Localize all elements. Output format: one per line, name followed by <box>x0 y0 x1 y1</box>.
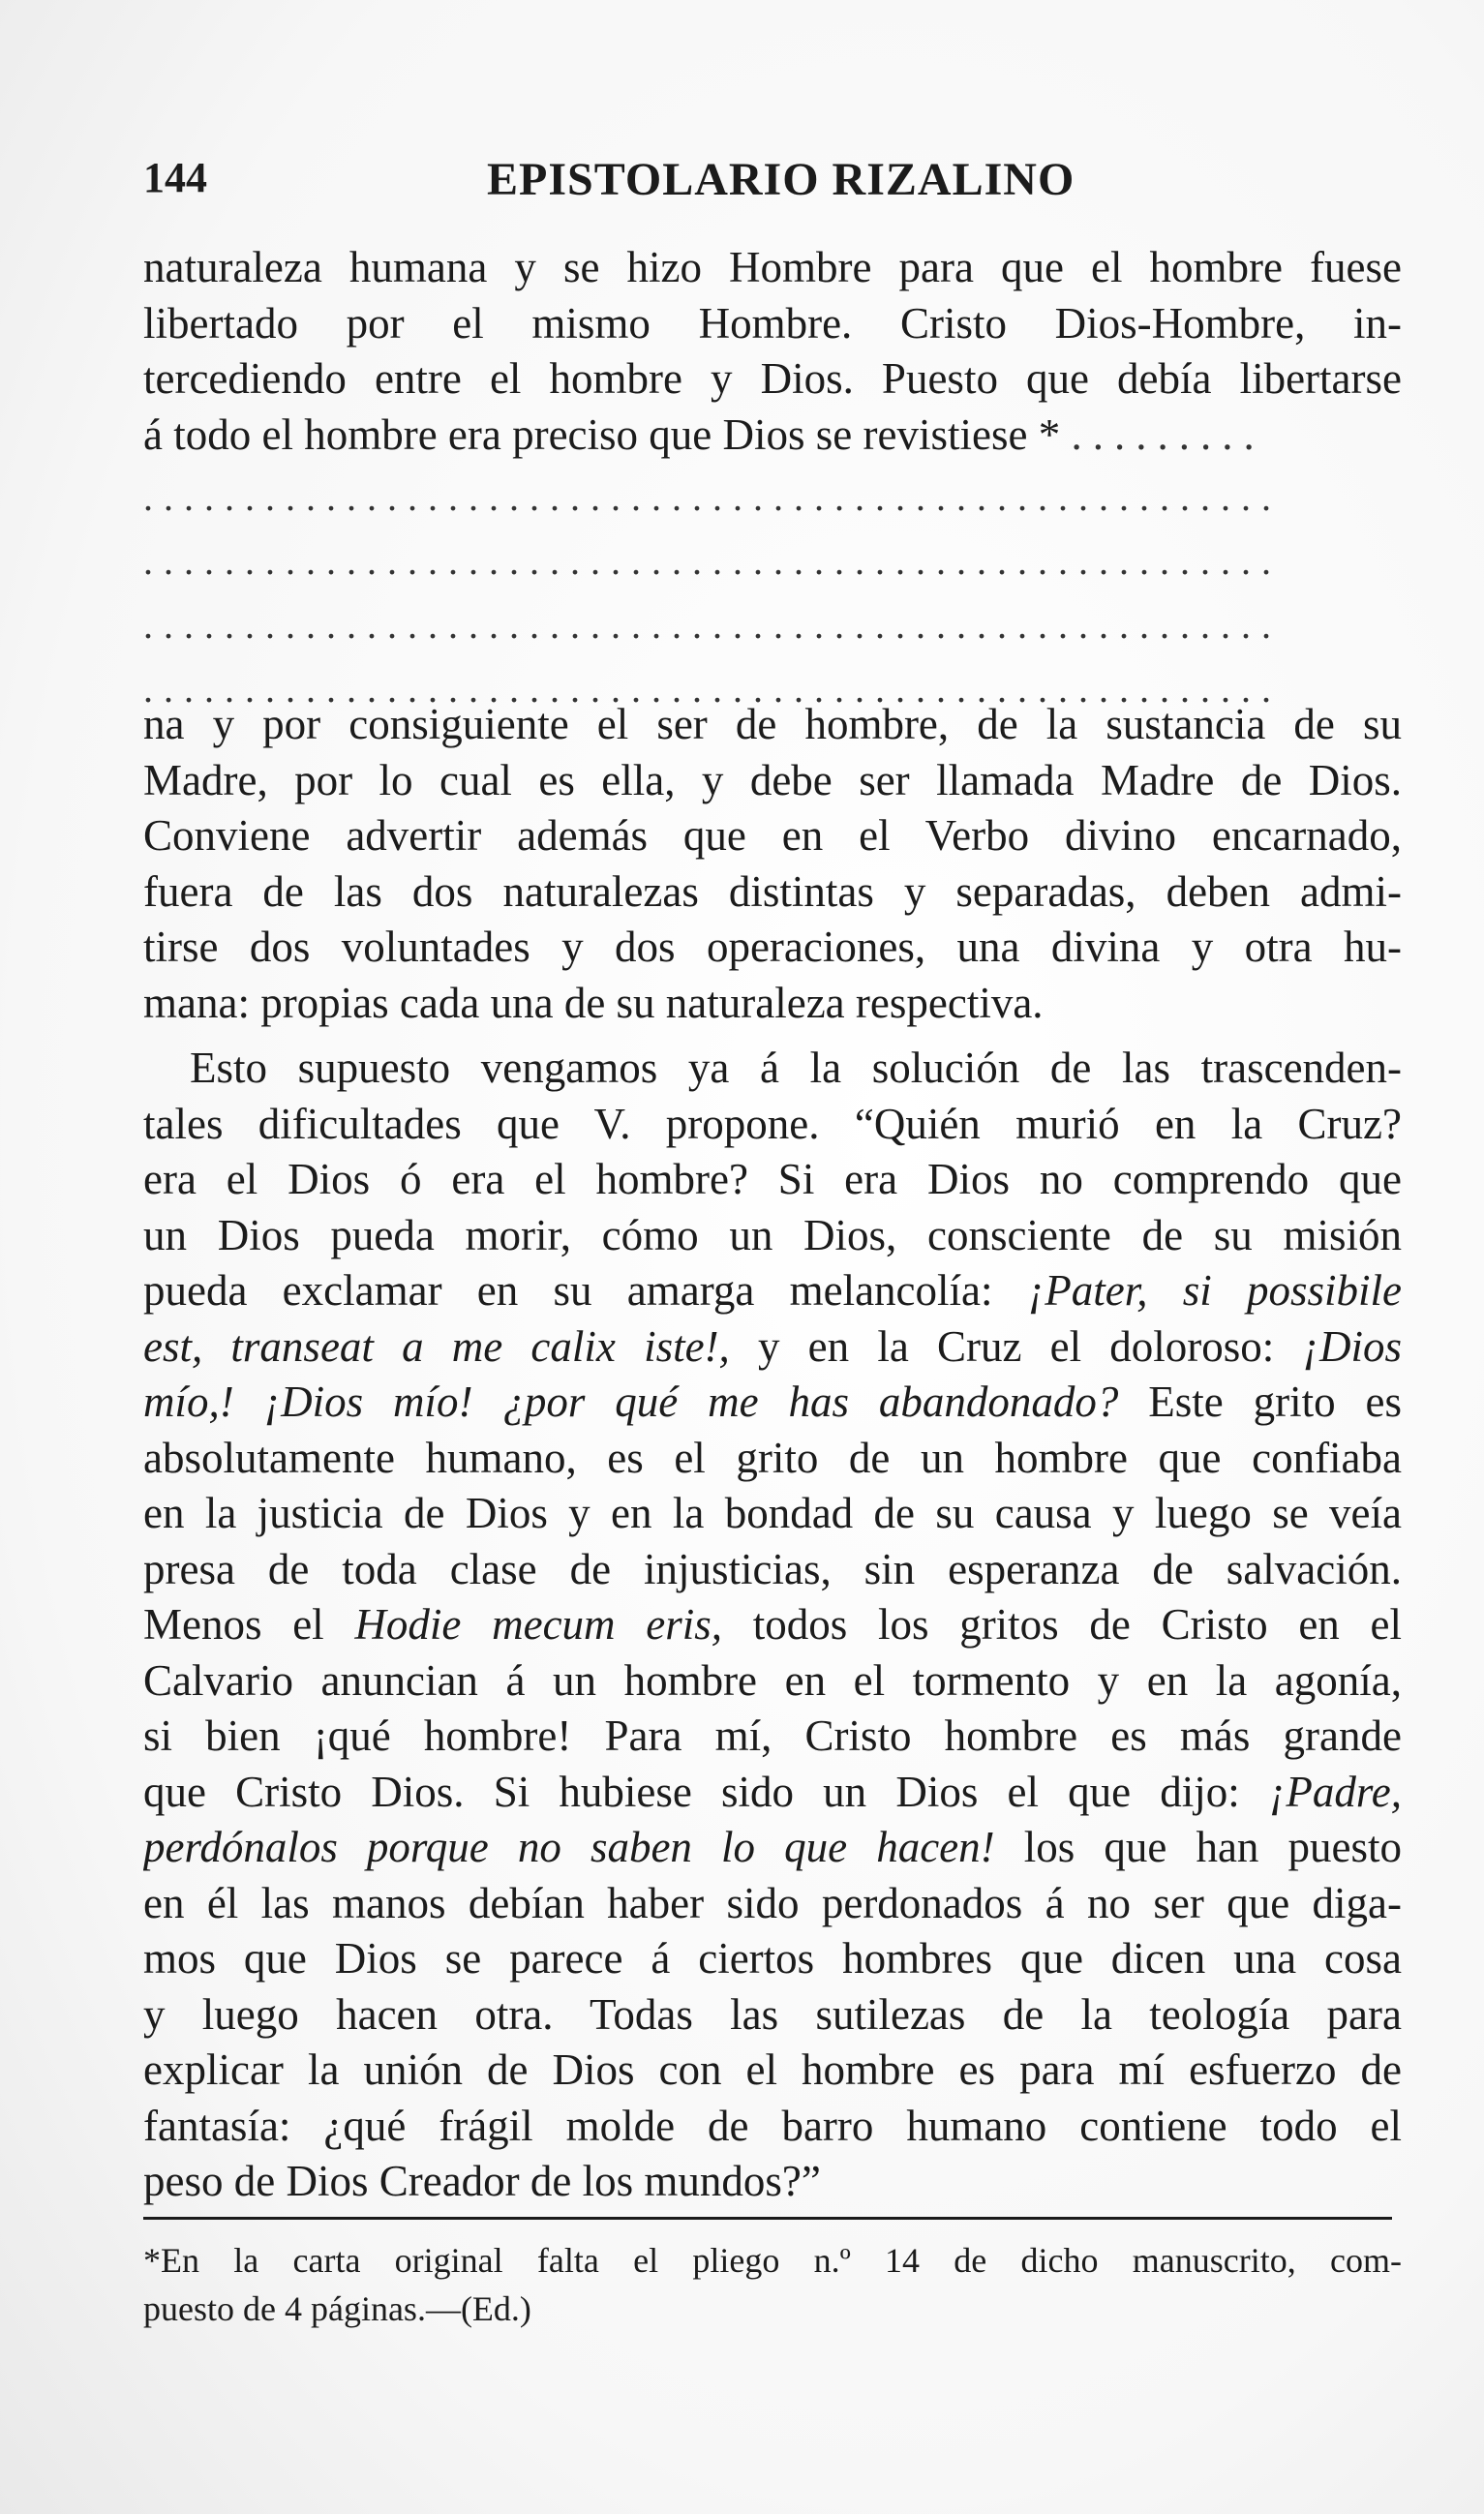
footnote-rule <box>143 2217 1392 2220</box>
page-number: 144 <box>143 154 207 201</box>
text-line: Conviene advertir además que en el Verbo divino encarnado, <box>143 811 1402 860</box>
page-header <box>143 145 1402 213</box>
latin-quote: ¡Pater, si possibile <box>1027 1266 1402 1315</box>
text-segment: á todo el hombre era preciso que Dios se revistiese * <box>143 409 1061 459</box>
text-segment: y en la Cruz el doloroso: <box>757 1321 1275 1371</box>
text-line: tercediendo entre el hombre y Dios. Puesto que debía libertarse <box>143 354 1402 403</box>
text-line: Madre, por lo cual es ella, y debe ser llamada Madre de Dios. <box>143 755 1402 804</box>
text-line: absolutamente humano, es el grito de un hombre que confiaba <box>143 1433 1402 1482</box>
dot-leader: ......... <box>1071 409 1265 459</box>
text-line: tirse dos voluntades y dos operaciones, una divina y otra hu- <box>143 923 1402 971</box>
text-line <box>143 1319 1402 1376</box>
omission-dots <box>143 466 1402 721</box>
italic-quote: ¡Padre, <box>1268 1767 1402 1816</box>
text-line <box>143 1765 1402 1821</box>
text-line: tales dificultades que V. propone. “Quién murió en la Cruz? <box>143 1099 1402 1148</box>
text-line: un Dios pueda morir, cómo un Dios, consciente de su misión <box>143 1210 1402 1259</box>
dot-leader-line: ........................................................ <box>143 603 1282 647</box>
dot-leader-line: ........................................................ <box>143 475 1282 519</box>
running-title: EPISTOLARIO RIZALINO <box>487 154 1075 205</box>
text-line: mos que Dios se parece á ciertos hombres que dicen una cosa <box>143 1934 1402 1983</box>
dot-leader-line: ........................................................ <box>143 539 1282 583</box>
paragraph-3 <box>143 1041 1402 2210</box>
text-line <box>143 1375 1402 1431</box>
text-line: si bien ¡qué hombre! Para mí, Cristo hombre es más grande <box>143 1711 1402 1760</box>
text-line: naturaleza humana y se hizo Hombre para que el hombre fuese <box>143 243 1402 291</box>
text-line: peso de Dios Creador de los mundos?” <box>143 2157 821 2205</box>
latin-quote: est, transeat a me calix iste!, <box>143 1321 730 1371</box>
text-line <box>143 408 1402 464</box>
text-line: era el Dios ó era el hombre? Si era Dios no comprendo que <box>143 1155 1402 1203</box>
text-line: mana: propias cada una de su naturaleza respectiva. <box>143 978 1044 1027</box>
text-line: en él las manos debían haber sido perdonados á no ser que diga- <box>143 1878 1402 1927</box>
text-line: libertado por el mismo Hombre. Cristo Dios-Hombre, in- <box>143 298 1402 348</box>
text-line: Esto supuesto vengamos ya á la solución de las trascenden- <box>190 1044 1402 1092</box>
dot-leader-line: ........................................................ <box>143 667 1282 711</box>
text-segment: Menos el <box>143 1600 324 1649</box>
footnote <box>143 2236 1402 2333</box>
text-line: explicar la unión de Dios con el hombre es para mí esfuerzo de <box>143 2045 1402 2094</box>
footnote-line: puesto de 4 páginas.—(Ed.) <box>143 2289 531 2328</box>
text-line: na y por consiguiente el ser de hombre, de la sustancia de su <box>143 700 1402 748</box>
text-line: y luego hacen otra. Todas las sutilezas de la teología para <box>143 1989 1402 2039</box>
paragraph-1 <box>143 240 1402 463</box>
footnote-line: *En la carta original falta el pliego n.º 14 de dicho manuscrito, com- <box>143 2241 1402 2280</box>
text-segment: pueda exclamar en su amarga melancolía: <box>143 1266 993 1315</box>
text-line: fantasía: ¿qué frágil molde de barro humano contiene todo el <box>143 2101 1402 2150</box>
text-line: presa de toda clase de injusticias, sin esperanza de salvación. <box>143 1544 1402 1593</box>
text-line: Calvario anuncian á un hombre en el tormento y en la agonía, <box>143 1655 1402 1705</box>
text-line: en la justicia de Dios y en la bondad de su causa y luego se veía <box>143 1489 1402 1537</box>
latin-quote: Hodie mecum eris, <box>354 1600 723 1649</box>
text-segment: todos los gritos de Cristo en el <box>752 1600 1402 1649</box>
italic-quote: mío,! ¡Dios mío! ¿por qué me has abandonado? <box>143 1378 1119 1426</box>
text-line <box>143 1820 1402 1876</box>
text-line <box>143 1597 1402 1653</box>
text-segment: que Cristo Dios. Si hubiese sido un Dios el que dijo: <box>143 1767 1240 1816</box>
paragraph-2 <box>143 697 1402 1031</box>
text-line: fuera de las dos naturalezas distintas y separadas, deben admi- <box>143 866 1402 916</box>
text-segment: los que han puesto <box>1023 1823 1402 1871</box>
italic-quote: ¡Dios <box>1302 1321 1402 1371</box>
text-line <box>143 1263 1402 1319</box>
text-segment: Este grito es <box>1148 1378 1402 1426</box>
italic-quote: perdónalos porque no saben lo que hacen! <box>143 1823 995 1871</box>
